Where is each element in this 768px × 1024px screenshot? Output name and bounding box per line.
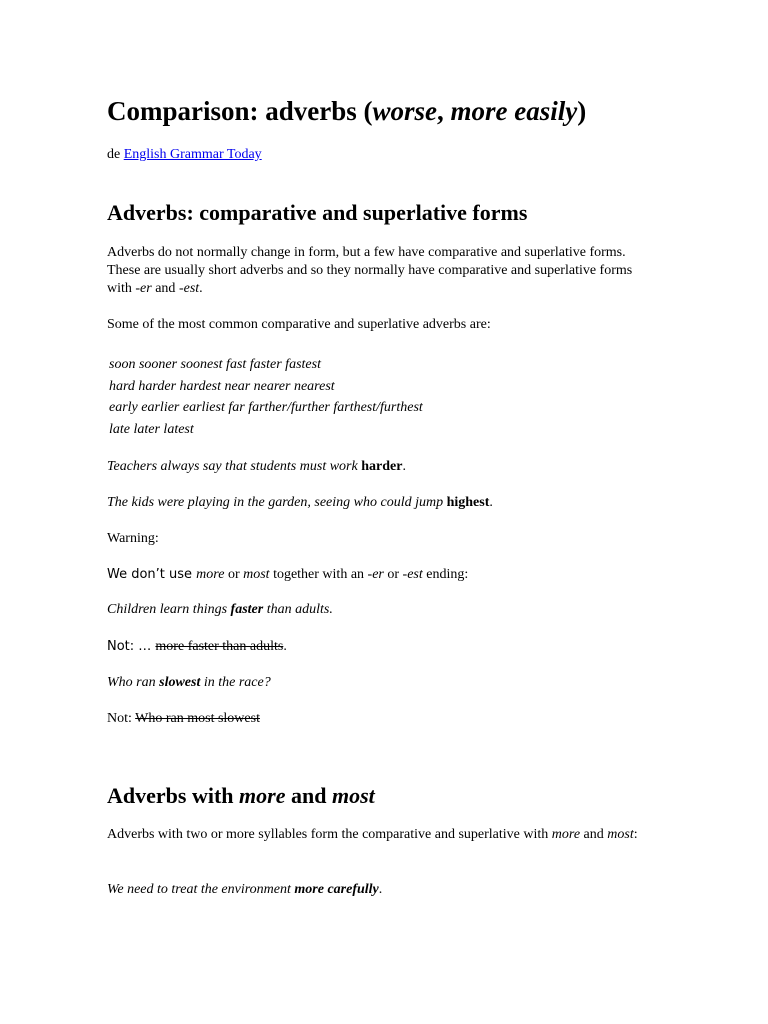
example-slowest: Who ran slowest in the race? bbox=[107, 675, 271, 690]
adverb-forms-list bbox=[109, 354, 423, 440]
more-most-paragraph: Adverbs with two or more syllables form the comparative and superlative with more and most: bbox=[107, 827, 638, 842]
section-heading-more-most: Adverbs with more and most bbox=[107, 783, 375, 808]
example-faster: Children learn things faster than adults. bbox=[107, 602, 333, 617]
common-adverbs-intro: Some of the most common comparative and superlative adverbs are: bbox=[107, 317, 491, 332]
example-highest: The kids were playing in the garden, seeing who could jump highest. bbox=[107, 495, 493, 510]
intro-paragraph: Adverbs do not normally change in form, but a few have comparative and superlative forms. These are usually short adverbs and so they normally have comparative and superlative forms with -er and -est. bbox=[107, 245, 633, 296]
page-title: Comparison: adverbs (worse, more easily) bbox=[107, 96, 587, 126]
incorrect-example-2: Not: Who ran most slowest bbox=[107, 711, 260, 726]
list-item: hard harder hardest near nearer nearest bbox=[109, 378, 335, 394]
list-item: late later latest bbox=[109, 421, 194, 437]
source-line: de English Grammar Today bbox=[107, 147, 262, 162]
example-more-carefully: We need to treat the environment more carefully. bbox=[107, 882, 383, 897]
example-harder: Teachers always say that students must work harder. bbox=[107, 459, 406, 474]
list-item: soon sooner soonest fast faster fastest bbox=[109, 357, 321, 372]
incorrect-example-1: Not: … more faster than adults. bbox=[107, 639, 287, 654]
list-item: early earlier earliest far farther/further farthest/furthest bbox=[109, 400, 423, 416]
warning-label: Warning: bbox=[107, 531, 159, 546]
source-link[interactable]: English Grammar Today bbox=[123, 147, 262, 162]
warning-rule: We don’t use more or most together with an -er or -est ending: bbox=[107, 567, 469, 582]
section-heading-comparative: Adverbs: comparative and superlative forms bbox=[107, 200, 528, 225]
